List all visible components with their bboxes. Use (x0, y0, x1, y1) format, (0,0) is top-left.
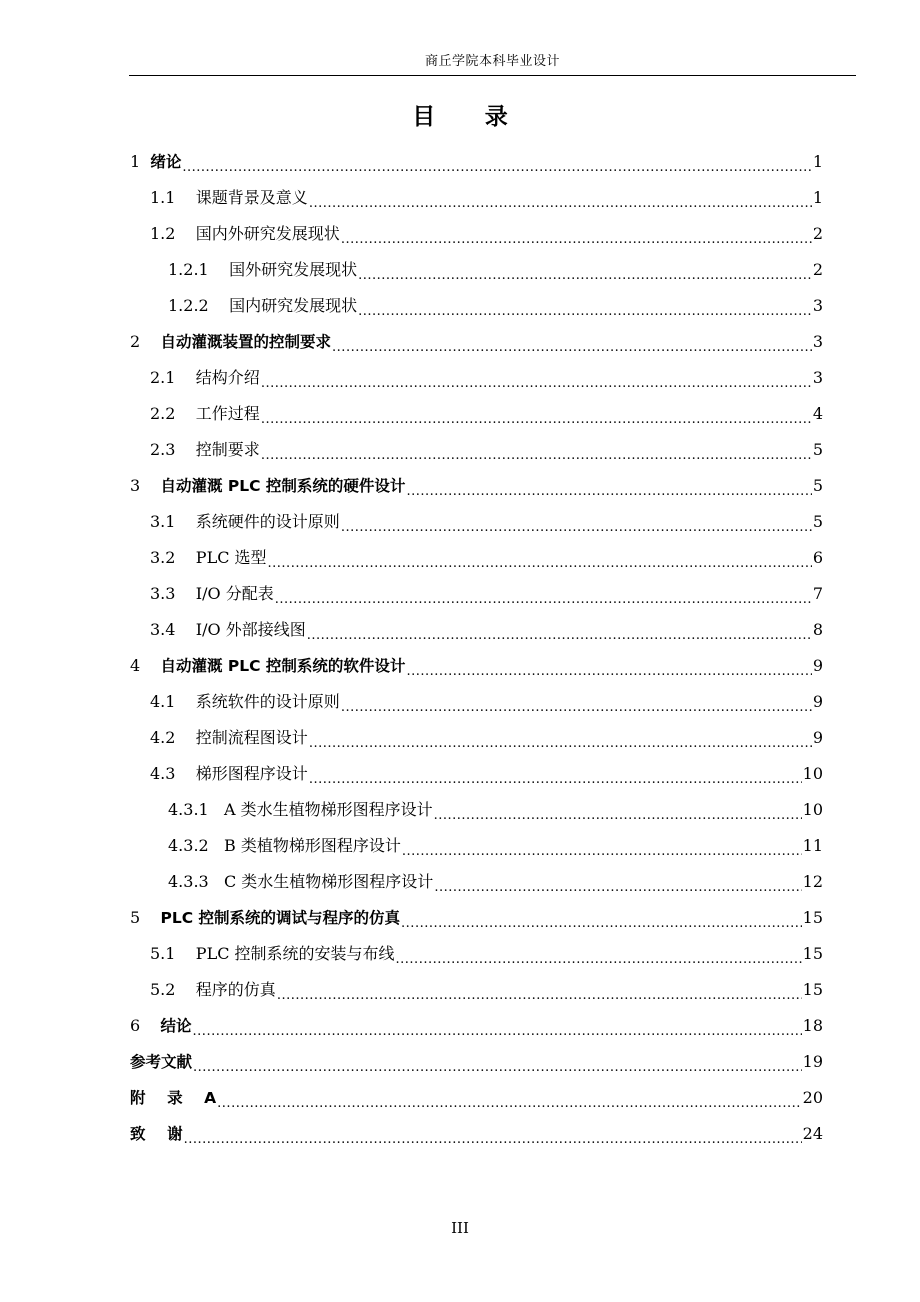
toc-entry-1-1[interactable] (130, 180, 823, 216)
toc-entry-number: 1.2.2 (168, 296, 230, 315)
toc-entry-label: 结构介绍 (195, 368, 260, 387)
toc-entry-page: 9 (812, 728, 823, 747)
toc-entry-label: 梯形图程序设计 (195, 764, 308, 783)
toc-entry-number: 5.1 (150, 944, 196, 963)
toc-entry-page: 24 (802, 1124, 823, 1143)
toc-entry-1-2-2[interactable] (130, 288, 823, 324)
toc-entry-page: 3 (812, 332, 823, 351)
toc-entry-label: 绪论 (150, 153, 182, 171)
toc-entry-label: 控制要求 (195, 440, 260, 459)
toc-entry-page: 10 (802, 800, 823, 819)
toc-leader-dots (261, 360, 812, 396)
toc-leader-dots (406, 648, 811, 684)
toc-entry-2[interactable] (130, 324, 823, 360)
toc-entry-4-3-1[interactable] (130, 792, 823, 828)
toc-entry-label: 参考文献 (130, 1053, 193, 1071)
toc-entry-4[interactable] (130, 648, 823, 684)
toc-entry-number: 4 (130, 656, 161, 675)
toc-entry-acknowledgements[interactable] (130, 1116, 823, 1152)
toc-entry-number: 4.1 (150, 692, 196, 711)
toc-leader-dots (193, 1008, 802, 1044)
toc-leader-dots (309, 720, 812, 756)
toc-leader-dots (261, 432, 812, 468)
toc-leader-dots (268, 540, 812, 576)
toc-entry-page: 15 (802, 944, 823, 963)
toc-entry-number: 2.3 (150, 440, 196, 459)
toc-entry-label: 工作过程 (195, 404, 260, 423)
toc-entry-4-3-3[interactable] (130, 864, 823, 900)
toc-entry-number: 2.1 (150, 368, 196, 387)
toc-entry-label: B 类植物梯形图程序设计 (223, 836, 401, 855)
toc-entry-number: 2 (130, 332, 161, 351)
toc-entry-label: 自动灌溉装置的控制要求 (160, 333, 332, 351)
toc-entry-page: 12 (802, 872, 823, 891)
toc-leader-dots (261, 396, 812, 432)
toc-entry-label: PLC 选型 (195, 548, 267, 567)
toc-entry-3-2[interactable] (130, 540, 823, 576)
toc-leader-dots (341, 216, 812, 252)
toc-entry-page: 4 (812, 404, 823, 423)
toc-entry-4-1[interactable] (130, 684, 823, 720)
toc-entry-label: 系统硬件的设计原则 (195, 512, 340, 531)
toc-entry-label: 控制流程图设计 (195, 728, 308, 747)
toc-entry-label: 系统软件的设计原则 (195, 692, 340, 711)
toc-entry-number: 4.3 (150, 764, 196, 783)
toc-leader-dots (402, 828, 802, 864)
toc-entry-page: 2 (812, 260, 823, 279)
toc-entry-label: 自动灌溉 PLC 控制系统的软件设计 (160, 657, 406, 675)
toc-entry-page: 9 (812, 656, 823, 675)
toc-entry-3-3[interactable] (130, 576, 823, 612)
toc-entry-label: I/O 分配表 (195, 584, 274, 603)
toc-entry-page: 1 (812, 152, 823, 171)
toc-entry-2-2[interactable] (130, 396, 823, 432)
toc-leader-dots (332, 324, 812, 360)
toc-entry-page: 11 (802, 836, 823, 855)
toc-leader-dots (358, 288, 812, 324)
toc-entry-label: 结论 (160, 1017, 192, 1035)
toc-leader-dots (275, 576, 812, 612)
toc-entry-label: A 类水生植物梯形图程序设计 (223, 800, 433, 819)
toc-entry-references[interactable] (130, 1044, 823, 1080)
toc-entry-appendix-a[interactable] (130, 1080, 823, 1116)
toc-entry-number: 4.3.1 (168, 800, 224, 819)
toc-leader-dots (341, 684, 812, 720)
page-number: III (451, 1219, 469, 1237)
toc-leader-dots (184, 1116, 802, 1152)
toc-entry-label: C 类水生植物梯形图程序设计 (223, 872, 434, 891)
toc-entry-number: 4.2 (150, 728, 196, 747)
toc-entry-label: 致 谢 (130, 1125, 183, 1143)
toc-entry-3-4[interactable] (130, 612, 823, 648)
toc-entry-number: 1.2 (150, 224, 196, 243)
toc-entry-label: 程序的仿真 (195, 980, 276, 999)
toc-entry-number: 5 (130, 908, 161, 927)
toc-leader-dots (277, 972, 802, 1008)
toc-entry-4-2[interactable] (130, 720, 823, 756)
toc-entry-5-1[interactable] (130, 936, 823, 972)
toc-title: 目 录 (412, 104, 529, 130)
toc-entry-3-1[interactable] (130, 504, 823, 540)
toc-entry-number: 3.4 (150, 620, 196, 639)
toc-entry-label: PLC 控制系统的安装与布线 (195, 944, 395, 963)
toc-leader-dots (182, 144, 811, 180)
toc-entry-1-2[interactable] (130, 216, 823, 252)
toc-leader-dots (434, 792, 802, 828)
toc-entry-2-1[interactable] (130, 360, 823, 396)
toc-entry-page: 2 (812, 224, 823, 243)
toc-leader-dots (434, 864, 801, 900)
toc-entry-4-3[interactable] (130, 756, 823, 792)
toc-entry-page: 3 (812, 368, 823, 387)
toc-entry-number: 1.2.1 (168, 260, 230, 279)
toc-entry-label: 自动灌溉 PLC 控制系统的硬件设计 (160, 477, 406, 495)
toc-entry-page: 3 (812, 296, 823, 315)
toc-entry-label: 附 录 A (130, 1089, 217, 1107)
table-of-contents (130, 144, 823, 1152)
toc-entry-5[interactable] (130, 900, 823, 936)
toc-leader-dots (396, 936, 802, 972)
toc-entry-page: 10 (802, 764, 823, 783)
toc-entry-5-2[interactable] (130, 972, 823, 1008)
toc-entry-page: 15 (802, 980, 823, 999)
toc-leader-dots (217, 1080, 801, 1116)
toc-entry-label: 课题背景及意义 (195, 188, 308, 207)
toc-entry-page: 20 (802, 1088, 823, 1107)
toc-entry-4-3-2[interactable] (130, 828, 823, 864)
toc-entry-page: 7 (812, 584, 823, 603)
toc-entry-number: 1 (130, 152, 151, 171)
toc-entry-number: 3 (130, 476, 161, 495)
toc-entry-page: 6 (812, 548, 823, 567)
toc-entry-number: 1.1 (150, 188, 196, 207)
toc-entry-1[interactable] (130, 144, 823, 180)
toc-entry-label: 国外研究发展现状 (229, 260, 358, 279)
toc-entry-page: 19 (802, 1052, 823, 1071)
toc-entry-number: 3.1 (150, 512, 196, 531)
toc-entry-number: 4.3.3 (168, 872, 224, 891)
toc-entry-label: 国内研究发展现状 (229, 296, 358, 315)
toc-leader-dots (406, 468, 811, 504)
toc-entry-page: 9 (812, 692, 823, 711)
toc-leader-dots (341, 504, 812, 540)
toc-entry-2-3[interactable] (130, 432, 823, 468)
toc-leader-dots (309, 180, 812, 216)
toc-entry-page: 5 (812, 512, 823, 531)
toc-entry-page: 1 (812, 188, 823, 207)
toc-entry-page: 5 (812, 440, 823, 459)
toc-entry-label: PLC 控制系统的调试与程序的仿真 (160, 909, 401, 927)
toc-entry-6[interactable] (130, 1008, 823, 1044)
toc-leader-dots (309, 756, 802, 792)
toc-entry-number: 5.2 (150, 980, 196, 999)
toc-entry-number: 3.2 (150, 548, 196, 567)
toc-entry-page: 8 (812, 620, 823, 639)
toc-entry-label: I/O 外部接线图 (195, 620, 306, 639)
toc-entry-label: 国内外研究发展现状 (195, 224, 340, 243)
toc-entry-number: 4.3.2 (168, 836, 224, 855)
toc-entry-page: 15 (802, 908, 823, 927)
running-header: 商丘学院本科毕业设计 (129, 48, 856, 76)
toc-entry-3[interactable] (130, 468, 823, 504)
toc-entry-page: 18 (802, 1016, 823, 1035)
toc-entry-number: 3.3 (150, 584, 196, 603)
toc-leader-dots (401, 900, 802, 936)
toc-entry-page: 5 (812, 476, 823, 495)
toc-entry-1-2-1[interactable] (130, 252, 823, 288)
toc-entry-number: 6 (130, 1016, 161, 1035)
toc-leader-dots (307, 612, 812, 648)
toc-leader-dots (193, 1044, 802, 1080)
toc-entry-number: 2.2 (150, 404, 196, 423)
toc-leader-dots (358, 252, 812, 288)
